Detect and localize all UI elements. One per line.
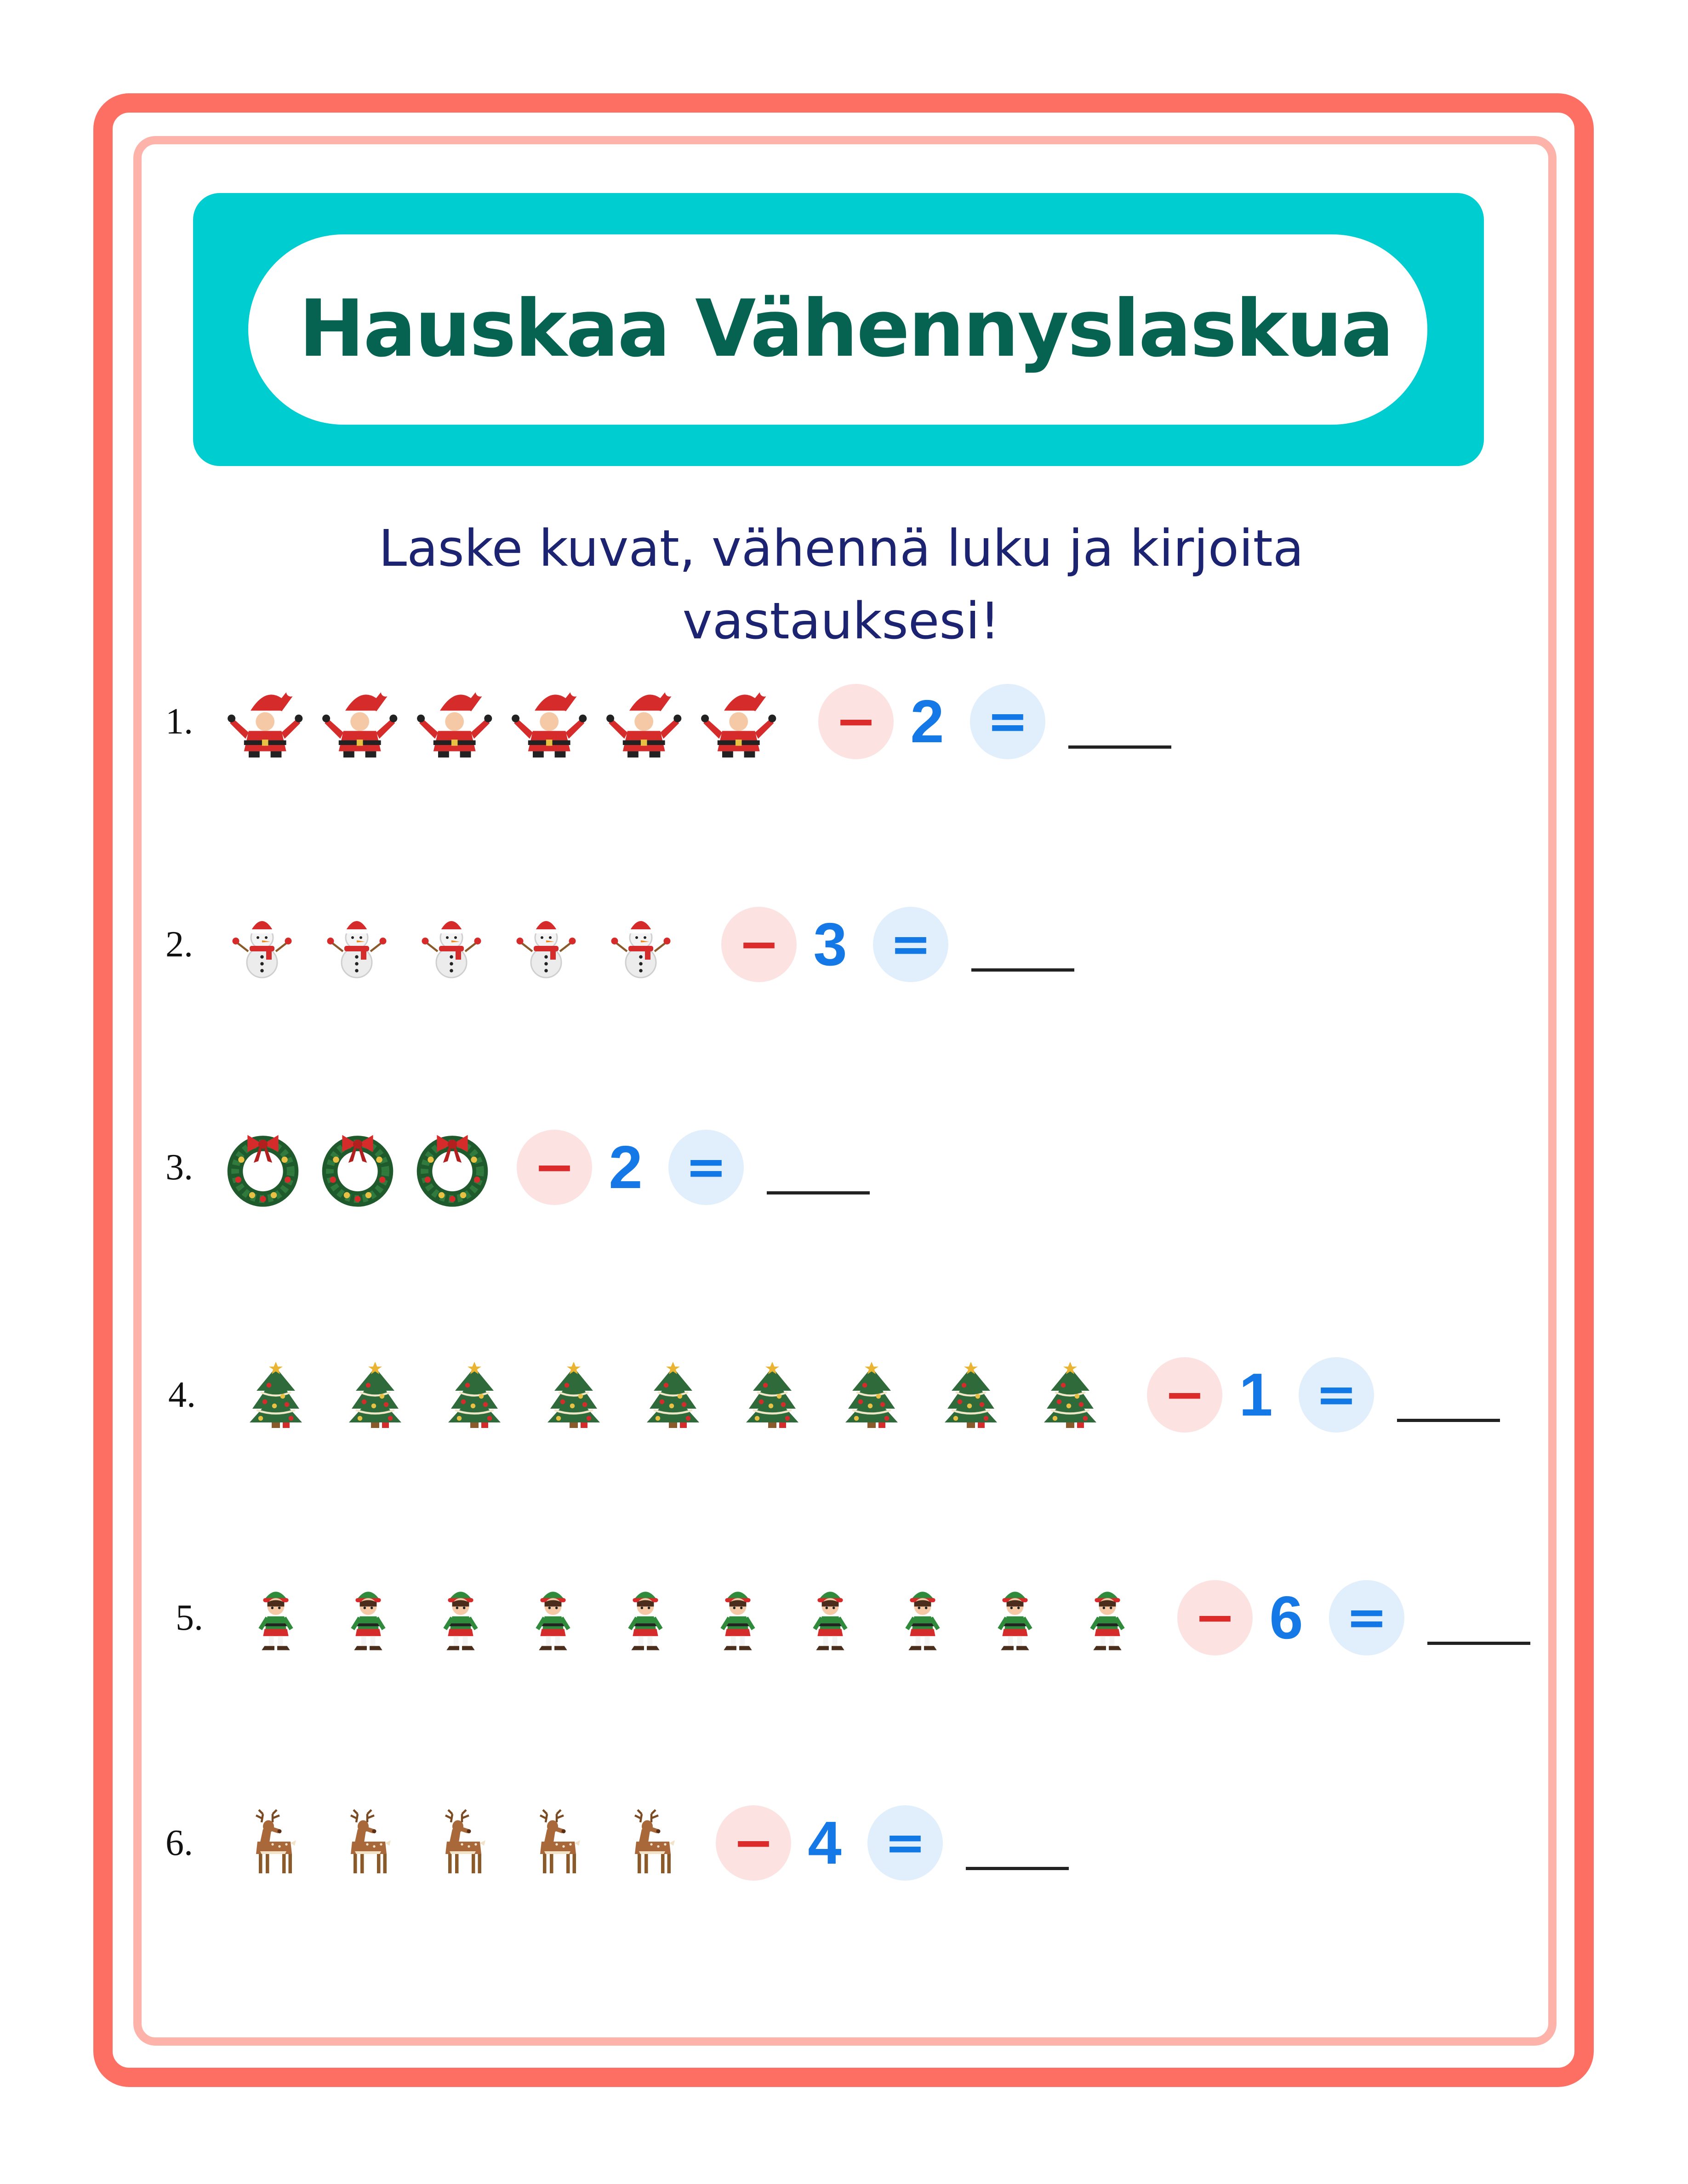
- answer-blank[interactable]: [1427, 1642, 1530, 1645]
- minus-sign: −: [818, 684, 894, 759]
- subtrahend: 2: [910, 688, 944, 755]
- snowman-icon: [228, 903, 297, 986]
- problem-number: 1.: [165, 701, 193, 742]
- subtrahend: 1: [1239, 1361, 1273, 1428]
- elf-icon: [624, 1577, 667, 1658]
- problem-number: 2.: [165, 924, 193, 965]
- problem-number: 5.: [176, 1598, 203, 1638]
- answer-blank[interactable]: [1397, 1419, 1500, 1422]
- equals-sign: =: [970, 684, 1045, 759]
- elf-icon: [1086, 1577, 1129, 1658]
- equals-sign: =: [1299, 1357, 1374, 1433]
- santa-icon: [415, 678, 493, 765]
- problem-1: [0, 671, 1688, 791]
- problem-3: [0, 1117, 1688, 1236]
- subtrahend: 4: [808, 1809, 842, 1877]
- snowman-icon: [606, 903, 675, 986]
- christmas-tree-icon: [738, 1349, 807, 1441]
- subtrahend: 2: [609, 1133, 643, 1201]
- christmas-tree-icon: [837, 1349, 906, 1441]
- reindeer-icon: [421, 1800, 490, 1886]
- santa-icon: [604, 678, 682, 765]
- christmas-tree-icon: [440, 1349, 509, 1441]
- santa-icon: [225, 678, 303, 765]
- christmas-tree-icon: [539, 1349, 608, 1441]
- problem-5: [0, 1567, 1688, 1687]
- santa-icon: [509, 678, 587, 765]
- answer-blank[interactable]: [1068, 745, 1171, 749]
- instructions: [276, 512, 1407, 657]
- minus-sign: −: [517, 1130, 592, 1205]
- reindeer-icon: [231, 1800, 300, 1886]
- elf-icon: [439, 1577, 482, 1658]
- subtrahend: 6: [1269, 1584, 1303, 1651]
- christmas-tree-icon: [936, 1349, 1005, 1441]
- reindeer-icon: [326, 1800, 395, 1886]
- christmas-tree-icon: [341, 1349, 410, 1441]
- equals-sign: =: [873, 907, 948, 982]
- elf-icon: [809, 1577, 851, 1658]
- answer-blank[interactable]: [767, 1191, 870, 1194]
- problem-number: 4.: [168, 1375, 196, 1415]
- minus-sign: −: [721, 907, 797, 982]
- snowman-icon: [417, 903, 486, 986]
- reindeer-icon: [610, 1800, 679, 1886]
- minus-sign: −: [716, 1805, 791, 1881]
- wreath-icon: [414, 1126, 491, 1209]
- instructions-line-2: vastauksesi!: [682, 592, 1000, 650]
- answer-blank[interactable]: [966, 1867, 1069, 1870]
- elf-icon: [717, 1577, 759, 1658]
- elf-icon: [901, 1577, 944, 1658]
- wreath-icon: [224, 1126, 302, 1209]
- equals-sign: =: [1329, 1580, 1404, 1655]
- santa-icon: [320, 678, 398, 765]
- problem-number: 6.: [165, 1823, 193, 1863]
- equals-sign: =: [668, 1130, 744, 1205]
- problem-6: [0, 1792, 1688, 1912]
- page-title: Hauskaa Vähennyslaskua: [299, 283, 1393, 375]
- elf-icon: [532, 1577, 574, 1658]
- reindeer-icon: [515, 1800, 584, 1886]
- christmas-tree-icon: [639, 1349, 707, 1441]
- equals-sign: =: [867, 1805, 943, 1881]
- answer-blank[interactable]: [971, 968, 1074, 972]
- wreath-icon: [319, 1126, 396, 1209]
- minus-sign: −: [1177, 1580, 1253, 1655]
- elf-icon: [255, 1577, 297, 1658]
- problem-2: [0, 894, 1688, 1013]
- subtrahend: 3: [813, 910, 847, 978]
- problem-number: 3.: [165, 1147, 193, 1188]
- santa-icon: [699, 678, 777, 765]
- minus-sign: −: [1147, 1357, 1222, 1433]
- christmas-tree-icon: [241, 1349, 310, 1441]
- problem-4: [0, 1344, 1688, 1464]
- elf-icon: [994, 1577, 1036, 1658]
- elf-icon: [347, 1577, 389, 1658]
- snowman-icon: [322, 903, 391, 986]
- snowman-icon: [512, 903, 581, 986]
- christmas-tree-icon: [1036, 1349, 1105, 1441]
- instructions-line-1: Laske kuvat, vähennä luku ja kirjoita: [378, 519, 1304, 578]
